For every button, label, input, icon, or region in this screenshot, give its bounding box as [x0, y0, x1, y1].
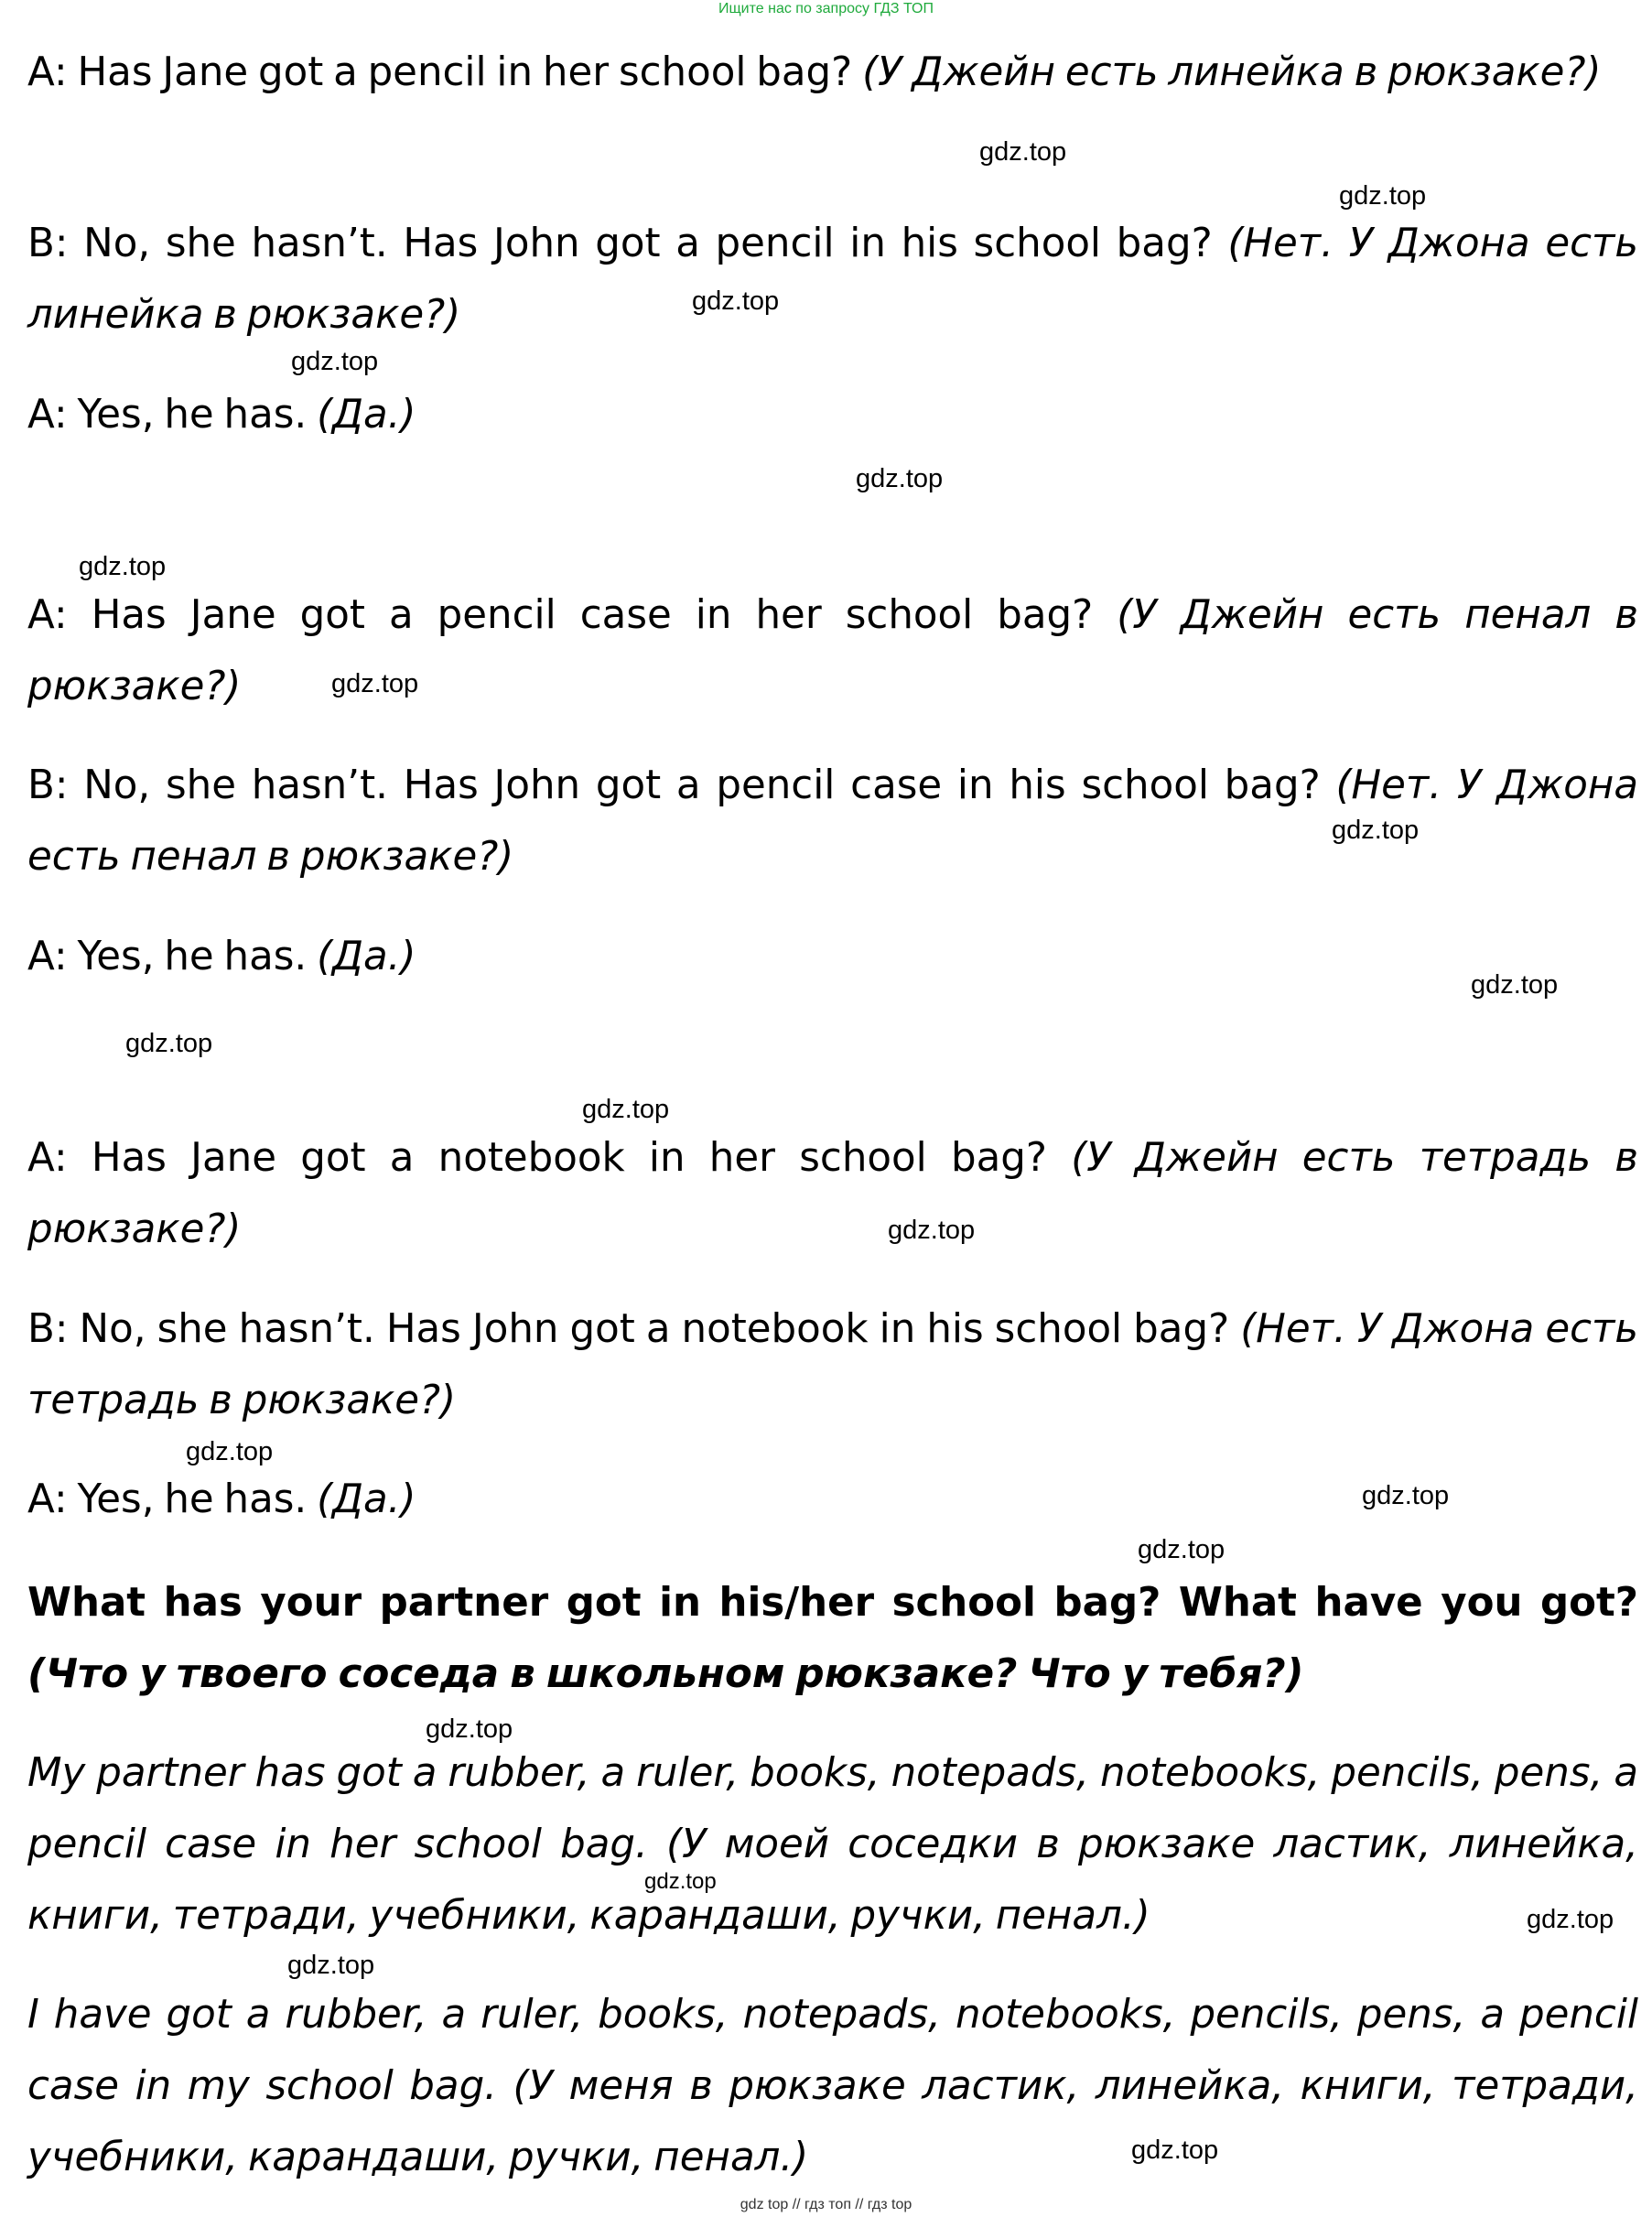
watermark: gdz.top — [856, 464, 944, 493]
watermark: gdz.top — [79, 552, 167, 581]
answer-paragraph: My partner has got a rubber, a ruler, books, notepads, notebooks, pencils, pens, a pencil case in her school bag. (У моей соседки в рюкзаке ластик, линейка, книги, тетради, учебники, карандаши, ручки, пенал.) — [27, 1750, 1639, 1939]
watermark: gdz.top — [287, 1951, 375, 1980]
footer-links: gdz top // гдз топ // гдз top — [740, 2197, 912, 2212]
watermark: gdz.top — [1131, 2136, 1219, 2165]
header-search-hint[interactable]: Ищите нас по запросу ГДЗ ТОП — [718, 1, 934, 16]
watermark: gdz.top — [888, 1216, 976, 1245]
dialogue-line: B: No, she hasn’t. Has John got a pencil in his school bag? (Нет. У Джона есть линейка в рюкзаке?) — [27, 221, 1638, 338]
dialogue-line: B: No, she hasn’t. Has John got a pencil case in his school bag? (Нет. У Джона есть пенал в рюкзаке?) — [27, 762, 1638, 880]
dialogue-line: A: Yes, he has. (Да.) — [27, 934, 416, 979]
dialogue-line: A: Yes, he has. (Да.) — [27, 392, 416, 438]
watermark: gdz.top — [125, 1029, 213, 1058]
watermark: gdz.top — [1339, 181, 1427, 211]
answer-paragraph: I have got a rubber, a ruler, books, notepads, notebooks, pencils, pens, a pencil case in my school bag. (У меня в рюкзаке ластик, линейка, книги, тетради, учебники, карандаши, ручки, пенал.) — [27, 1992, 1638, 2180]
watermark: gdz.top — [1138, 1535, 1226, 1564]
dialogue-line: A: Has Jane got a pencil case in her school bag? (У Джейн есть пенал в рюкзаке?) — [27, 592, 1638, 709]
watermark: gdz.top — [644, 1869, 717, 1894]
watermark: gdz.top — [582, 1095, 670, 1124]
watermark: gdz.top — [186, 1437, 274, 1466]
dialogue-line: A: Has Jane got a notebook in her school bag? (У Джейн есть тетрадь в рюкзаке?) — [27, 1135, 1638, 1252]
dialogue-line: B: No, she hasn’t. Has John got a notebook in his school bag? (Нет. У Джона есть тетрадь в рюкзаке?) — [27, 1306, 1638, 1423]
watermark: gdz.top — [1362, 1481, 1450, 1510]
task-question: What has your partner got in his/her school bag? What have you got? (Что у твоего соседа в школьном рюкзаке? Что у тебя?) — [27, 1580, 1638, 1697]
dialogue-line: A: Has Jane got a pencil in her school bag? (У Джейн есть линейка в рюкзаке?) — [27, 49, 1602, 95]
watermark: gdz.top — [692, 287, 780, 316]
dialogue-line: A: Yes, he has. (Да.) — [27, 1476, 416, 1522]
watermark: gdz.top — [291, 347, 379, 376]
watermark: gdz.top — [426, 1714, 513, 1744]
watermark: gdz.top — [1471, 970, 1559, 1000]
watermark: gdz.top — [331, 669, 419, 698]
watermark: gdz.top — [1527, 1905, 1614, 1934]
watermark: gdz.top — [1332, 816, 1420, 845]
watermark: gdz.top — [979, 137, 1067, 167]
